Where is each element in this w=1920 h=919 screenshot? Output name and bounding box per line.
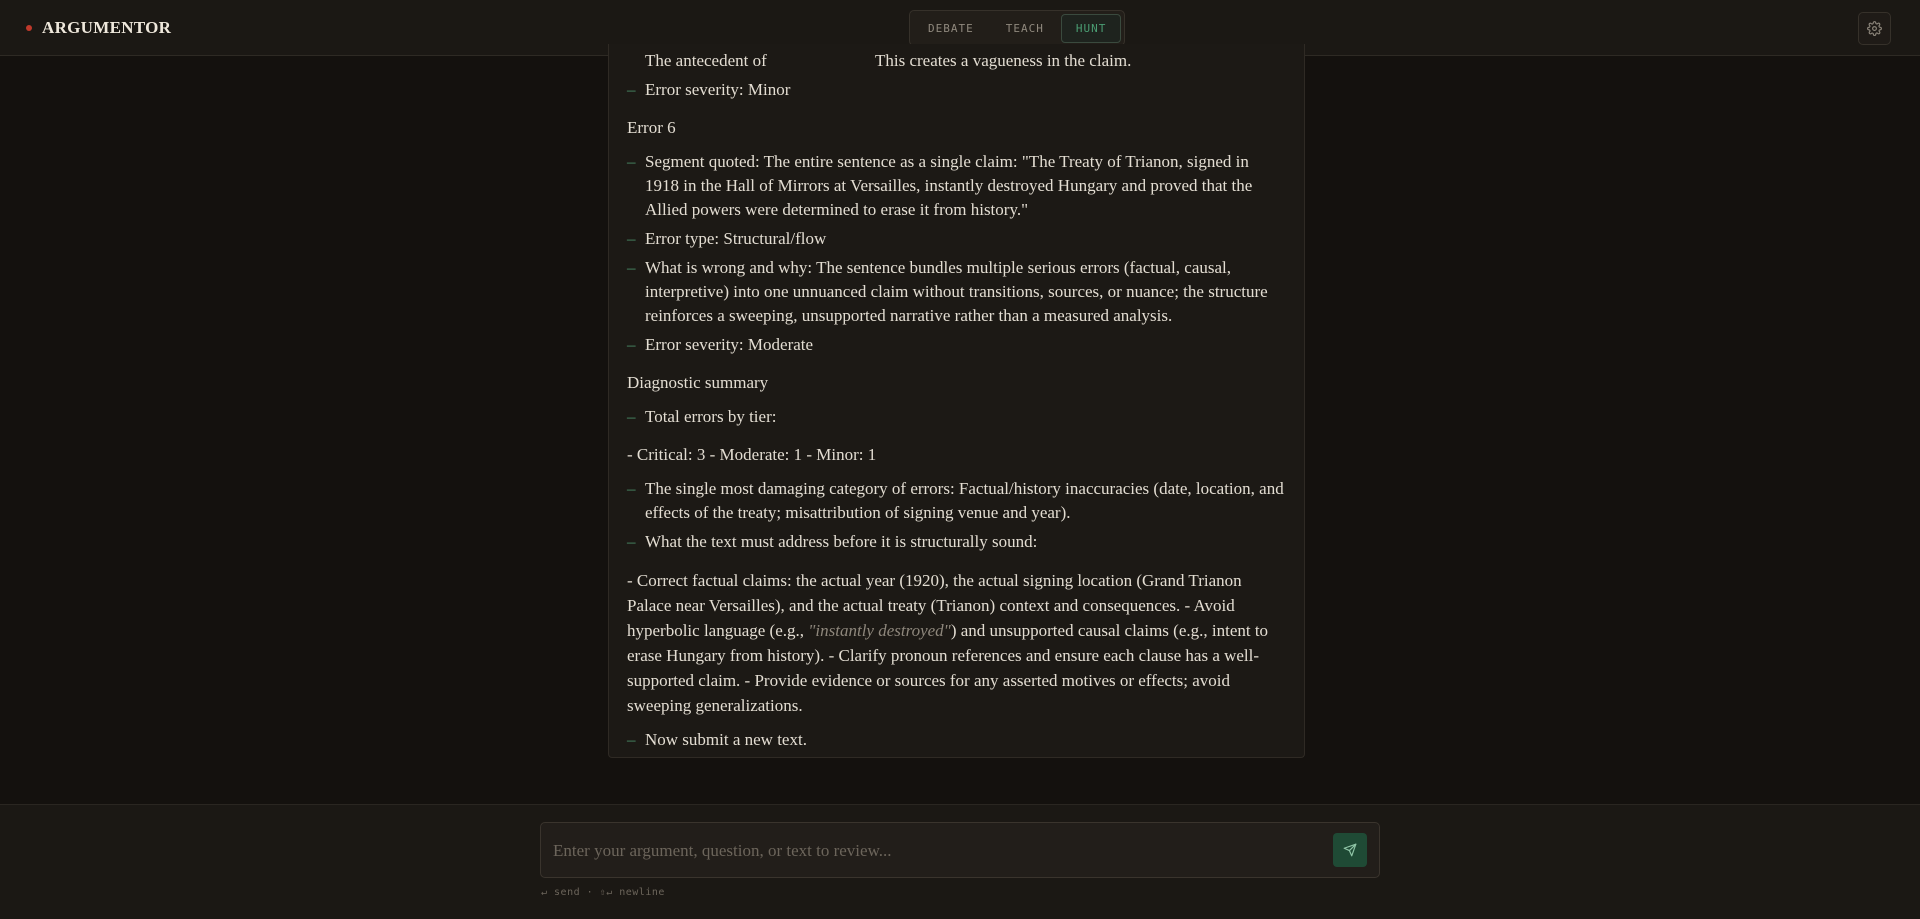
assistant-message xyxy=(608,44,1305,758)
tab-hunt[interactable]: HUNT xyxy=(1061,14,1122,43)
tier-counts: - Critical: 3 - Moderate: 1 - Minor: 1 xyxy=(627,445,877,464)
tab-teach[interactable]: TEACH xyxy=(1005,21,1044,35)
keyboard-hint: ↵ send · ⇧↵ newline xyxy=(541,887,665,898)
mode-switcher xyxy=(909,10,1125,46)
list-item: – The single most damaging category of errors: Factual/history inaccuracies (date, location, and effects of the treaty; misattribution of signing venue and year). xyxy=(627,477,1286,525)
app-title: ARGUMENTOR xyxy=(42,18,172,37)
list-item: – Segment quoted: The entire sentence as a single claim: "The Treaty of Trianon, signed in 1918 in the Hall of Mirrors at Versailles, instantly destroyed Hungary and proved that the Allied powers were determined to erase it from history." xyxy=(627,150,1286,222)
list-item: – Error severity: Minor xyxy=(627,78,1286,102)
fix-text-a: - Correct factual claims: the actual year (1920), the actual signing location (Grand Trianon Palace near Versailles), and the actual treaty (Trianon) context and consequences. - Avoid hyperbolic language (e.g., xyxy=(627,571,1242,640)
brand[interactable] xyxy=(26,18,171,38)
list-item: – Now submit a new text. xyxy=(627,728,1286,752)
composer-area xyxy=(0,804,1920,919)
tab-debate[interactable]: DEBATE xyxy=(928,21,974,35)
summary-heading: Diagnostic summary xyxy=(627,373,769,392)
continued-right: This creates a vagueness in the claim. xyxy=(875,51,1132,70)
list-item: – Total errors by tier: xyxy=(627,405,1286,429)
fix-text-b: ) and unsupported causal claims (e.g., intent to erase Hungary from history). - Clarify pronoun references and ensure each clause has a well-supported claim. - Provide evidence or sources for any asserted motives or effects; avoid sweeping generalizations. xyxy=(627,621,1269,715)
composer xyxy=(540,822,1380,878)
continued-left: The antecedent of xyxy=(645,51,767,70)
list-item: – What the text must address before it is structurally sound: xyxy=(627,530,1286,554)
fix-quote: "instantly destroyed" xyxy=(808,621,951,640)
brand-dot-icon xyxy=(26,25,32,31)
send-button[interactable] xyxy=(1333,833,1367,867)
error-6-heading: Error 6 xyxy=(627,118,676,137)
message-input[interactable] xyxy=(553,835,1313,867)
list-item: – Error type: Structural/flow xyxy=(627,227,1286,251)
send-icon xyxy=(1343,843,1357,857)
continued-line xyxy=(627,49,1286,73)
list-item: – What is wrong and why: The sentence bundles multiple serious errors (factual, causal, interpretive) into one unnuanced claim without transitions, sources, or nuance; the structure reinforces a sweeping, unsupported narrative rather than a measured analysis. xyxy=(627,256,1286,328)
gear-icon xyxy=(1867,21,1882,36)
list-item: – Error severity: Moderate xyxy=(627,333,1286,357)
settings-button[interactable] xyxy=(1858,12,1891,45)
fix-paragraph xyxy=(627,568,1286,718)
